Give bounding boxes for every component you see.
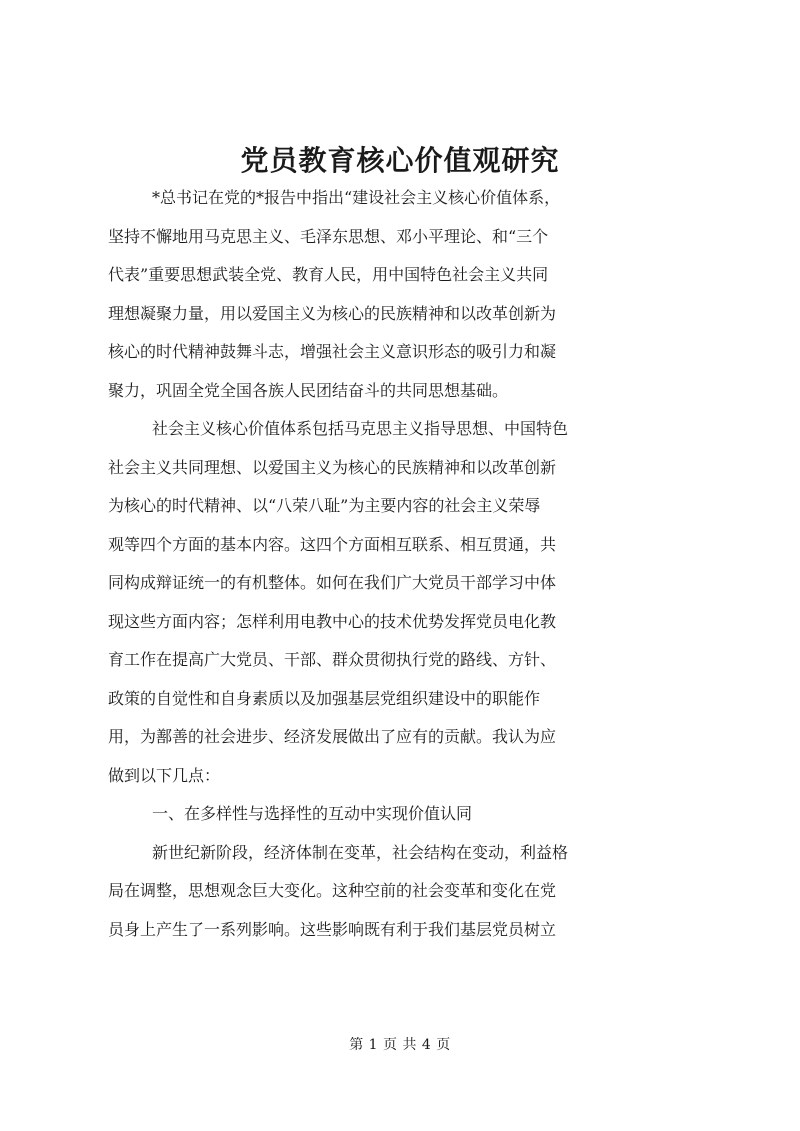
document-body [108,185,708,955]
text-line: 做到以下几点： [108,765,221,785]
text-line: 社会主义共同理想、以爱国主义为核心的民族精神和以改革创新 [108,457,557,477]
text-line: 用，为鄯善的社会进步、经济发展做出了应有的贡献。我认为应 [108,727,557,746]
section-heading: 一、在多样性与选择性的互动中实现价值认同 [152,804,473,823]
text-line: 观等四个方面的基本内容。这四个方面相互联系、相互贯通，共 [108,534,557,554]
text-line: 现这些方面内容；怎样利用电教中心的技术优势发挥党员电化教 [108,611,557,631]
text-line: 为核心的时代精神、以“八荣八耻”为主要内容的社会主义荣辱 [108,496,541,515]
text-line: 局在调整，思想观念巨大变化。这种空前的社会变革和变化在党 [108,881,557,900]
text-line: 理想凝聚力量，用以爱国主义为核心的民族精神和以改革创新为 [108,303,557,323]
text-line: 代表”重要思想武装全党、教育人民，用中国特色社会主义共同 [108,265,549,284]
text-line: 员身上产生了一系列影响。这些影响既有利于我们基层党员树立 [108,919,557,939]
text-line: 坚持不懈地用马克思主义、毛泽东思想、邓小平理论、和“三个 [108,226,549,246]
text-line: 新世纪新阶段，经济体制在变革，社会结构在变动，利益格 [152,842,569,862]
text-line: 核心的时代精神鼓舞斗志，增强社会主义意识形态的吸引力和凝 [108,342,557,361]
page-footer: 第 1 页 共 4 页 [349,1037,451,1053]
text-line: 同构成辩证统一的有机整体。如何在我们广大党员干部学习中体 [108,573,557,592]
document-title: 党员教育核心价值观研究 [240,144,560,177]
text-line: 政策的自觉性和自身素质以及加强基层党组织建设中的职能作 [108,688,541,708]
text-line: 聚力，巩固全党全国各族人民团结奋斗的共同思想基础。 [108,380,509,400]
text-line: *总书记在党的*报告中指出“建设社会主义核心价值体系， [152,188,561,207]
text-line: 社会主义核心价值体系包括马克思主义指导思想、中国特色 [152,419,569,438]
text-line: 育工作在提高广大党员、干部、群众贯彻执行党的路线、方针、 [108,650,557,669]
